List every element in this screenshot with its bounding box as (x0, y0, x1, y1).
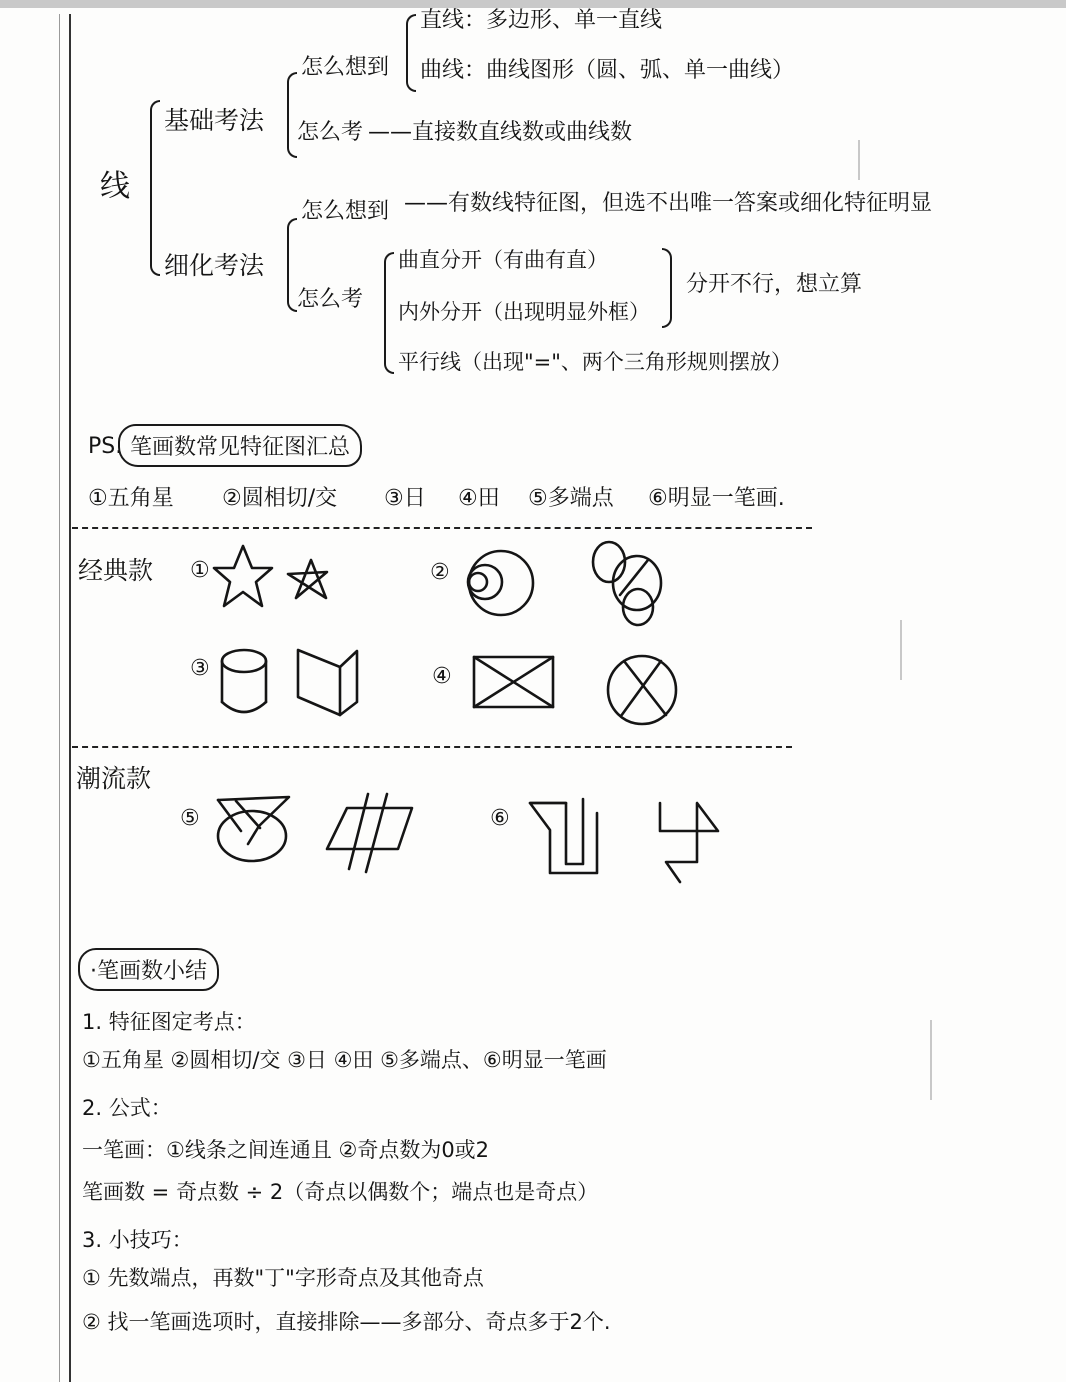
summary-s2-line: 一笔画：①线条之间连通且 ②奇点数为0或2 (82, 1138, 490, 1162)
zigzag-icon (660, 803, 718, 882)
marker: ⑥ (490, 806, 510, 831)
summary-s1-title: 1. 特征图定考点： (82, 1010, 256, 1034)
scan-noise (900, 620, 902, 680)
basic-straight: 直线：多边形、单一直线 (420, 8, 663, 33)
marker: ① (190, 558, 210, 583)
classic-label: 经典款 (78, 556, 154, 585)
mindmap-root: 线 (100, 169, 130, 204)
basic-label: 基础考法 (164, 106, 265, 135)
scan-noise (930, 1020, 932, 1100)
marker: ② (430, 560, 450, 585)
ps-feature: ②圆相切/交 (222, 486, 338, 511)
summary-title: ·笔画数小结 (90, 959, 207, 984)
summary-title-cloud (78, 948, 219, 991)
ps-feature: ④田 (458, 486, 500, 511)
summary-s1-items: ①五角星 ②圆相切/交 ③日 ④田 ⑤多端点、⑥明显一笔画 (82, 1048, 607, 1072)
detailed-item: 内外分开（出现明显外框） (398, 300, 650, 324)
detailed-item: 平行线（出现"="、两个三角形规则摆放） (398, 350, 792, 374)
summary-s3-title: 3. 小技巧： (82, 1228, 193, 1252)
detailed-label: 细化考法 (164, 251, 265, 280)
marker: ③ (190, 656, 210, 681)
summary-s3-line: ② 找一笔画选项时，直接排除——多部分、奇点多于2个. (82, 1310, 611, 1334)
detailed-how-think: 怎么想到 (301, 199, 390, 224)
triangle-ellipse-icon (218, 797, 289, 861)
scan-noise (858, 140, 860, 180)
parallelogram-lines-icon (327, 794, 412, 872)
ps-feature: ⑤多端点 (528, 486, 614, 511)
detailed-item: 曲直分开（有曲有直） (398, 248, 608, 272)
basic-curve: 曲线：曲线图形（圆、弧、单一曲线） (420, 58, 795, 83)
merged-note: 分开不行，想立算 (686, 272, 863, 297)
summary-s2-line: 笔画数 = 奇点数 ÷ 2（奇点以偶数个；端点也是奇点） (82, 1180, 599, 1204)
slot-shape-icon (530, 799, 583, 864)
ps-feature: ①五角星 (88, 486, 174, 511)
summary-s3-line: ① 先数端点，再数"丁"字形奇点及其他奇点 (82, 1266, 484, 1290)
ps-feature: ⑥明显一笔画. (648, 486, 785, 511)
basic-how-test-desc: ——直接数直线数或曲线数 (368, 120, 633, 145)
ps-prefix: PS. (88, 434, 123, 459)
marker: ⑤ (180, 806, 200, 831)
marker: ④ (432, 664, 452, 689)
basic-how-test: 怎么考 (297, 120, 364, 145)
detailed-how-test: 怎么考 (297, 287, 364, 312)
summary-s2-title: 2. 公式： (82, 1096, 172, 1120)
ps-feature: ③日 (384, 486, 426, 511)
detailed-how-think-desc: ——有数线特征图，但选不出唯一答案或细化特征明显 (404, 191, 933, 216)
basic-how-think: 怎么想到 (301, 55, 390, 80)
trendy-label: 潮流款 (76, 764, 152, 793)
ps-title: 笔画数常见特征图汇总 (130, 435, 351, 460)
